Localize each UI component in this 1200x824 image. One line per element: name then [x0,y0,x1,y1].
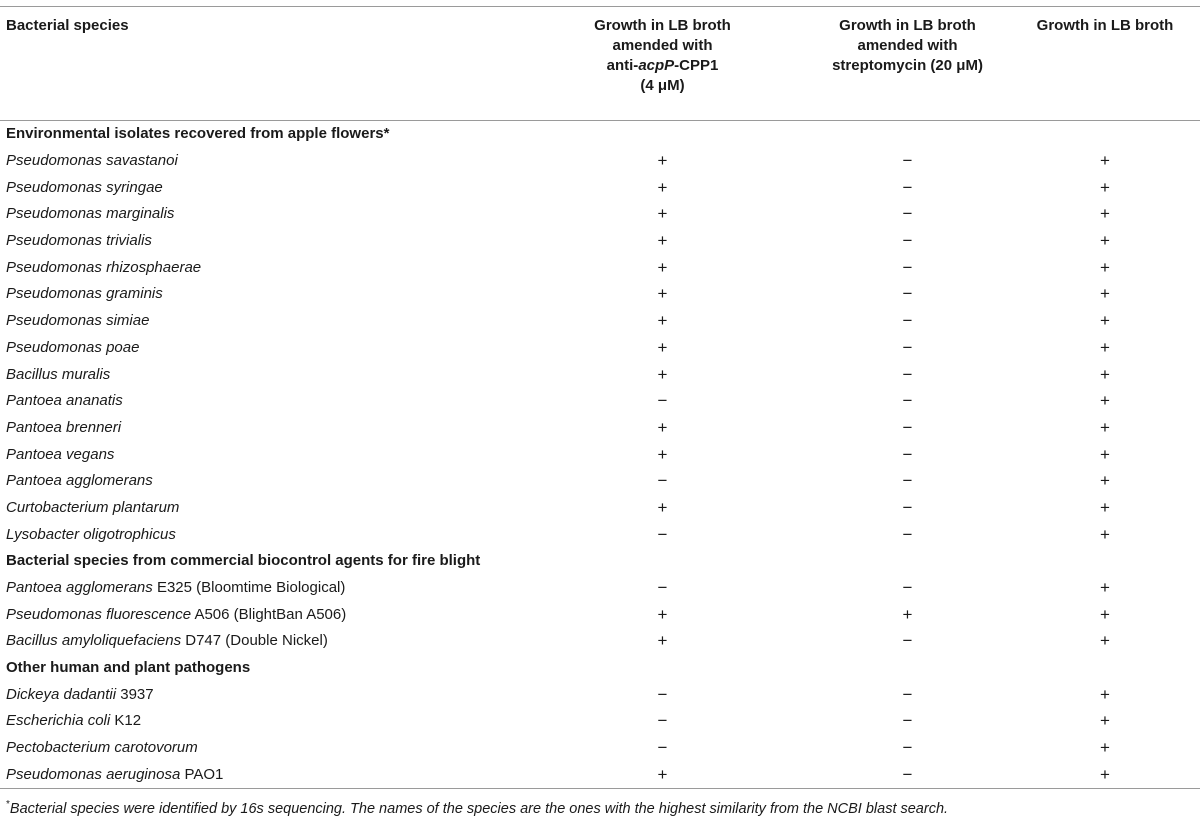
species-name [0,735,520,762]
species-italic: Pectobacterium carotovorum [6,739,198,757]
growth-mark-c2: − [902,711,913,731]
growth-mark-c1: + [657,177,668,197]
table-row [0,308,1200,335]
growth-mark-c2: − [902,578,913,598]
species-italic: Pseudomonas trivialis [6,232,152,250]
growth-mark-c3: + [1100,337,1110,357]
table-row [0,388,1200,415]
species-name [0,308,520,335]
growth-mark-c3: + [1100,391,1110,411]
growth-mark-c1: − [657,471,668,491]
species-strain: 3937 [116,685,154,703]
species-name [0,254,520,281]
growth-mark-c1: − [657,684,668,704]
growth-mark-c1: + [657,417,668,437]
species-italic: Escherichia coli [6,712,111,730]
growth-mark-c2: − [902,231,913,251]
species-name [0,628,520,655]
header-col2-line3: streptomycin (20 μM) [832,57,983,74]
species-name [0,468,520,495]
growth-mark-c1: + [657,284,668,304]
table-row [0,201,1200,228]
section-row [0,121,1200,148]
table-row [0,361,1200,388]
species-name [0,601,520,628]
species-name [0,388,520,415]
table-body [0,121,1200,789]
species-italic: Dickeya dadantii [6,685,117,703]
header-col1-line3-pre: anti- [606,57,639,74]
growth-mark-c1: + [657,311,668,331]
species-italic: Pantoea agglomerans [6,472,153,490]
species-strain: K12 [110,712,142,730]
growth-mark-c1: + [657,337,668,357]
species-name [0,708,520,735]
species-italic: Curtobacterium plantarum [6,498,180,516]
growth-mark-c1: − [657,738,668,758]
header-col1-line4: (4 μM) [640,77,685,94]
growth-mark-c2: − [902,364,913,384]
species-strain: A506 (BlightBan A506) [191,605,347,623]
species-italic: Pseudomonas fluorescence [6,605,192,623]
growth-mark-c1: + [657,364,668,384]
growth-mark-c2: − [902,684,913,704]
species-strain: D747 (Double Nickel) [181,632,328,650]
growth-mark-c1: + [657,204,668,224]
growth-mark-c3: + [1100,257,1110,277]
table-row [0,762,1200,789]
table-row [0,228,1200,255]
growth-mark-c3: + [1100,364,1110,384]
growth-mark-c1: + [657,151,668,171]
growth-mark-c3: + [1100,151,1110,171]
growth-mark-c1: − [657,524,668,544]
header-bacterial-species-text: Bacterial species [6,17,129,34]
growth-mark-c3: + [1100,711,1110,731]
table-row [0,148,1200,175]
header-col1-line2: amended with [612,37,713,54]
growth-mark-c2: − [902,738,913,758]
header-col3-line1: Growth in LB broth [1036,17,1174,34]
species-italic: Pantoea ananatis [6,392,123,410]
growth-mark-c1: + [657,764,668,784]
species-name [0,148,520,175]
growth-mark-c2: − [902,524,913,544]
growth-mark-c1: + [657,444,668,464]
table-footnote [6,799,948,817]
species-name [0,281,520,308]
species-name [0,762,520,789]
growth-mark-c1: − [657,711,668,731]
growth-mark-c1: + [657,497,668,517]
growth-mark-c3: + [1100,471,1110,491]
table-row [0,601,1200,628]
species-italic: Lysobacter oligotrophicus [6,525,176,543]
growth-mark-c1: − [657,391,668,411]
species-italic: Pseudomonas poae [6,338,140,356]
growth-mark-c2: − [902,631,913,651]
growth-mark-c3: + [1100,497,1110,517]
species-name [0,174,520,201]
growth-mark-c3: + [1100,684,1110,704]
growth-mark-c1: + [657,604,668,624]
growth-mark-c2: − [902,311,913,331]
table-row [0,495,1200,522]
table-row [0,521,1200,548]
table-row [0,708,1200,735]
growth-mark-c2: − [902,471,913,491]
species-italic: Pseudomonas syringae [6,178,163,196]
table-row [0,441,1200,468]
header-col1-line3 [520,56,805,76]
section-title: Bacterial species from commercial biocontrol agents for fire blight [6,552,481,570]
species-italic: Bacillus amyloliquefaciens [6,632,182,650]
table-row [0,575,1200,602]
growth-mark-c3: + [1100,738,1110,758]
growth-mark-c2: − [902,764,913,784]
growth-mark-c2: − [902,284,913,304]
species-name [0,335,520,362]
table-row [0,468,1200,495]
header-col1-line3-italic: acpP [638,57,675,74]
header-col2-line2: amended with [857,37,958,54]
species-strain: PAO1 [180,765,224,783]
growth-mark-c1: − [657,578,668,598]
table-row [0,735,1200,762]
species-name [0,521,520,548]
header-growth-lb [1010,7,1200,121]
growth-mark-c2: − [902,204,913,224]
growth-mark-c3: + [1100,311,1110,331]
header-col1-line1: Growth in LB broth [594,17,731,34]
growth-mark-c2: − [902,177,913,197]
species-name [0,201,520,228]
table-row [0,335,1200,362]
growth-mark-c3: + [1100,444,1110,464]
growth-mark-c2: + [902,604,913,624]
species-name [0,441,520,468]
species-italic: Pseudomonas savastanoi [6,152,178,170]
species-italic: Pseudomonas aeruginosa [6,765,181,783]
table-row [0,281,1200,308]
growth-mark-c3: + [1100,177,1110,197]
growth-mark-c2: − [902,417,913,437]
species-italic: Pseudomonas marginalis [6,205,175,223]
footnote-marker: * [6,799,10,810]
species-name [0,575,520,602]
species-italic: Pseudomonas rhizosphaerae [6,258,202,276]
header-growth-anti-acpp [520,7,805,121]
bacterial-growth-table [0,6,1200,789]
growth-mark-c3: + [1100,284,1110,304]
table-row [0,174,1200,201]
species-name [0,415,520,442]
header-col2-line1: Growth in LB broth [839,17,976,34]
table-row [0,415,1200,442]
section-title: Other human and plant pathogens [6,659,251,677]
species-italic: Bacillus muralis [6,365,111,383]
growth-mark-c2: − [902,151,913,171]
table-row [0,254,1200,281]
growth-mark-c1: + [657,257,668,277]
growth-mark-c1: + [657,631,668,651]
species-italic: Pseudomonas graminis [6,285,163,303]
header-growth-streptomycin [805,7,1010,121]
species-italic: Pantoea vegans [6,445,115,463]
species-italic: Pantoea brenneri [6,418,122,436]
species-name [0,681,520,708]
growth-mark-c2: − [902,391,913,411]
growth-mark-c2: − [902,337,913,357]
section-title: Environmental isolates recovered from apple flowers* [6,125,390,143]
species-name [0,495,520,522]
table-header [0,7,1200,121]
species-name [0,228,520,255]
species-name [0,361,520,388]
section-row [0,655,1200,682]
growth-mark-c3: + [1100,604,1110,624]
header-bacterial-species [0,7,520,121]
growth-mark-c3: + [1100,578,1110,598]
growth-mark-c3: + [1100,231,1110,251]
growth-mark-c3: + [1100,204,1110,224]
growth-mark-c1: + [657,231,668,251]
section-row [0,548,1200,575]
table-row [0,681,1200,708]
header-col1-line3-post: -CPP1 [674,57,719,74]
growth-mark-c3: + [1100,524,1110,544]
table-row [0,628,1200,655]
growth-mark-c3: + [1100,764,1110,784]
species-italic: Pseudomonas simiae [6,312,150,330]
footnote-text: Bacterial species were identified by 16s sequencing. The names of the species are the ones with the highest similarity from the NCBI blast search. [9,800,949,817]
growth-mark-c2: − [902,497,913,517]
species-italic: Pantoea agglomerans [6,579,153,597]
growth-mark-c3: + [1100,631,1110,651]
species-strain: E325 (Bloomtime Biological) [152,579,346,597]
growth-mark-c3: + [1100,417,1110,437]
growth-mark-c2: − [902,444,913,464]
growth-mark-c2: − [902,257,913,277]
